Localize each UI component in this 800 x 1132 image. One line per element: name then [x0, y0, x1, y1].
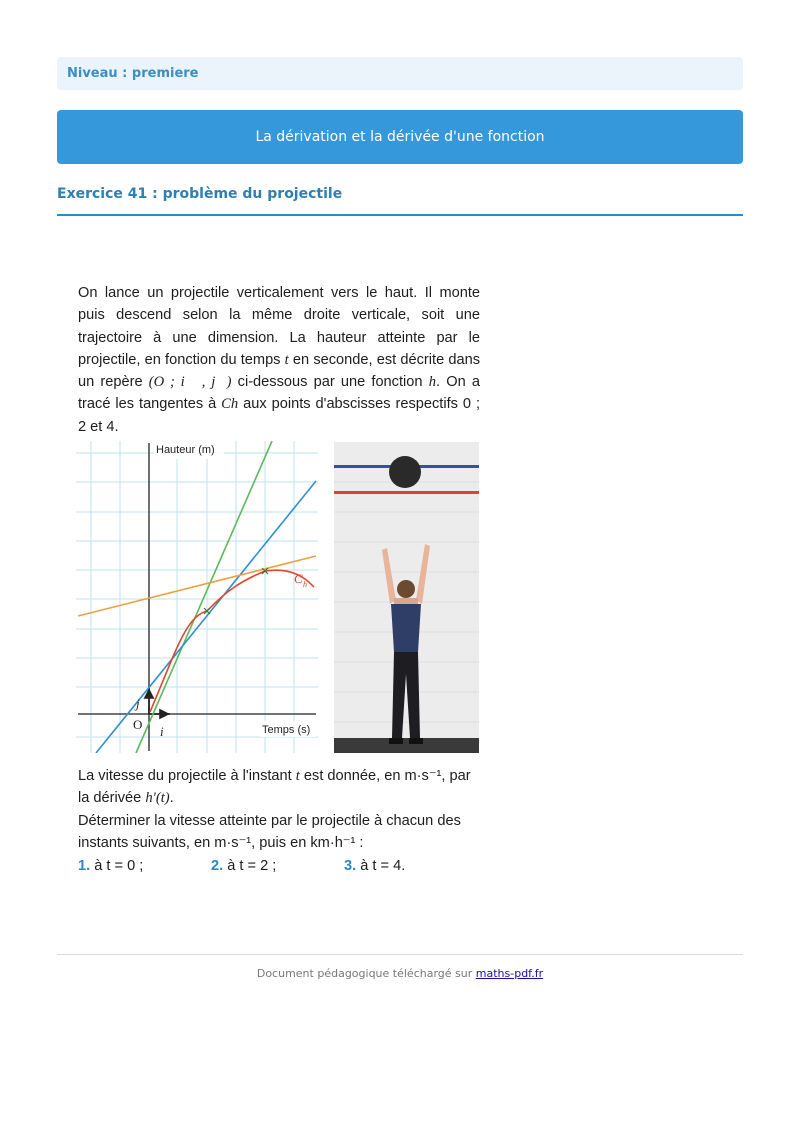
item-2-number: 2. [211, 858, 224, 874]
question-items [78, 858, 498, 880]
curve-label-sub: h [303, 580, 307, 589]
i-label: i [160, 724, 164, 739]
item-1 [78, 858, 143, 874]
variable-h: h [428, 374, 436, 391]
height-graph [76, 441, 318, 753]
question-var-t: t [295, 768, 300, 784]
level-banner: Niveau : premiere [57, 57, 743, 90]
problem-text-2: On a tracé les tangentes à [78, 374, 480, 413]
item-2-text: à t = 2 ; [227, 858, 277, 874]
curve-label: C [294, 571, 303, 586]
question-line-1b: est donnée, en m·s⁻¹, par la dérivée [78, 768, 471, 807]
frame-notation: (O ; i⃗ , j⃗) [148, 374, 232, 391]
problem-text-1c: ci-dessous par une fonction [237, 374, 423, 391]
j-label: j [136, 696, 140, 711]
origin-label: O [133, 717, 143, 732]
footer-link[interactable]: maths-pdf.fr [475, 967, 544, 980]
footer-divider [57, 954, 743, 955]
y-axis-label: Hauteur (m) [156, 444, 215, 456]
question-text: La vitesse du projectile à l'instant t est donnée, en m·s⁻¹, par la dérivée h′(t). Déterminer la vitesse atteinte par le projectile à chacun des instants suivants, en m·s⁻¹, puis en km·h⁻¹ : [78, 765, 480, 854]
axes [78, 443, 316, 751]
red-line [334, 491, 479, 494]
item-1-number: 1. [78, 858, 91, 874]
grid [76, 441, 318, 753]
tangent-t4 [78, 556, 316, 616]
question-line-1: La vitesse du projectile à l'instant [78, 768, 292, 784]
derivative: h′(t) [145, 790, 170, 807]
x-axis-label: Temps (s) [262, 724, 311, 736]
ball [389, 456, 421, 488]
footer-text: Document pédagogique téléchargé sur [256, 967, 473, 980]
problem-text-1b: en seconde, est décrite dans un repère [78, 351, 481, 391]
item-2 [211, 858, 276, 874]
item-3 [344, 858, 405, 874]
tangent-t2 [96, 481, 316, 753]
athlete-photo [334, 442, 479, 753]
chapter-title: La dérivation et la dérivée d'une fonction [57, 110, 743, 164]
footer [0, 967, 800, 980]
problem-text-2b: aux points d'abscisses respectifs 0 ; 2 et 4. [78, 396, 481, 435]
curve-name: Ch [221, 396, 239, 413]
variable-t: t [284, 351, 289, 368]
exercise-title: Exercice 41 : problème du projectile [57, 186, 743, 216]
problem-text-1: On lance un projectile verticalement vers le haut. Il monte puis descend selon la même droite verticale, soit une trajectoire à une dimension. La hauteur atteinte par le projectile, en fonction du temps [78, 285, 480, 368]
item-3-number: 3. [344, 858, 357, 874]
item-1-text: à t = 0 ; [94, 858, 144, 874]
item-3-text: à t = 4. [360, 858, 406, 874]
problem-statement: On lance un projectile verticalement vers le haut. Il monte puis descend selon la même droite verticale, soit une trajectoire à une dimension. La hauteur atteinte par le projectile, en fonction du temps t en seconde, est décrite dans un repère (O ; i⃗ , j⃗) ci-dessous par une fonction h. On a tracé les tangentes à Ch aux points d'abscisses respectifs 0 ; 2 et 4. [78, 285, 481, 435]
question-line-2: Déterminer la vitesse atteinte par le projectile à chacun des instants suivants, en m·s⁻¹, puis en km·h⁻¹ : [78, 812, 461, 851]
